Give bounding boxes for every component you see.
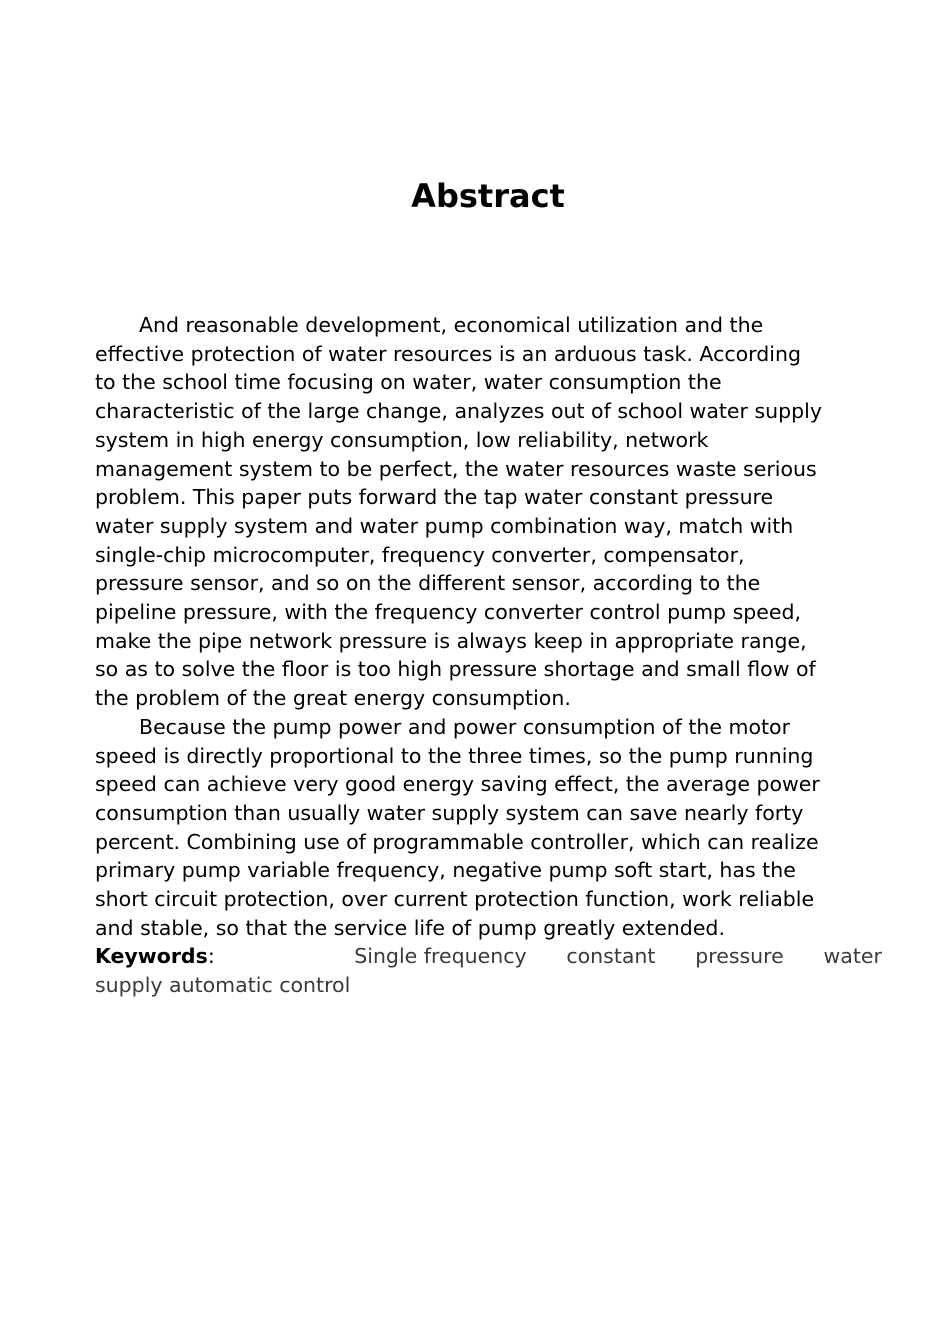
keywords-continuation: supply automatic control [95,973,351,998]
paragraph-line: to the school time focusing on water, water consumption the [95,370,722,395]
paragraph-line: pipeline pressure, with the frequency converter control pump speed, [95,600,802,625]
keywords-separator: : [207,944,215,969]
paragraph-line: pressure sensor, and so on the different sensor, according to the [95,571,761,596]
keyword-term: constant [566,944,656,969]
abstract-body [95,311,890,1000]
paragraph-line: primary pump variable frequency, negative pump soft start, has the [95,858,796,883]
paragraph-line: speed can achieve very good energy saving effect, the average power [95,772,820,797]
paragraph-line: effective protection of water resources is an arduous task. According [95,341,801,366]
paragraph-line: management system to be perfect, the water resources waste serious [95,456,817,481]
paragraph-line: percent. Combining use of programmable controller, which can realize [95,829,819,854]
keyword-term: water [823,944,882,969]
keywords-line [95,942,882,971]
paragraph-line: problem. This paper puts forward the tap water constant pressure [95,485,774,510]
paragraph-line: water supply system and water pump combination way, match with [95,513,794,538]
paragraph-2 [95,713,890,943]
paragraph-line: speed is directly proportional to the three times, so the pump running [95,743,814,768]
paragraph-line: characteristic of the large change, analyzes out of school water supply [95,399,823,424]
keywords-label: Keywords [95,944,208,969]
paragraph-line: make the pipe network pressure is always keep in appropriate range, [95,628,807,653]
keywords-gap [254,942,314,971]
paragraph-line: and stable, so that the service life of pump greatly extended. [95,915,725,940]
paragraph-line: consumption than usually water supply system can save nearly forty [95,800,804,825]
paragraph-line: the problem of the great energy consumption. [95,686,571,711]
paragraph-line: single-chip microcomputer, frequency converter, compensator, [95,542,745,567]
paragraph-line: system in high energy consumption, low reliability, network [95,427,709,452]
abstract-title: Abstract [411,177,565,215]
paragraph-line: And reasonable development, economical utilization and the [139,313,764,337]
keyword-term: Single frequency [354,944,527,969]
keywords-block [95,942,882,999]
paragraph-line: so as to solve the floor is too high pressure shortage and small flow of [95,657,816,682]
paragraph-line: short circuit protection, over current protection function, work reliable [95,887,815,912]
keyword-term: pressure [695,944,784,969]
paragraph-line: Because the pump power and power consumption of the motor [139,714,791,739]
keywords-label-group [95,942,215,971]
paragraph-1 [95,311,890,713]
